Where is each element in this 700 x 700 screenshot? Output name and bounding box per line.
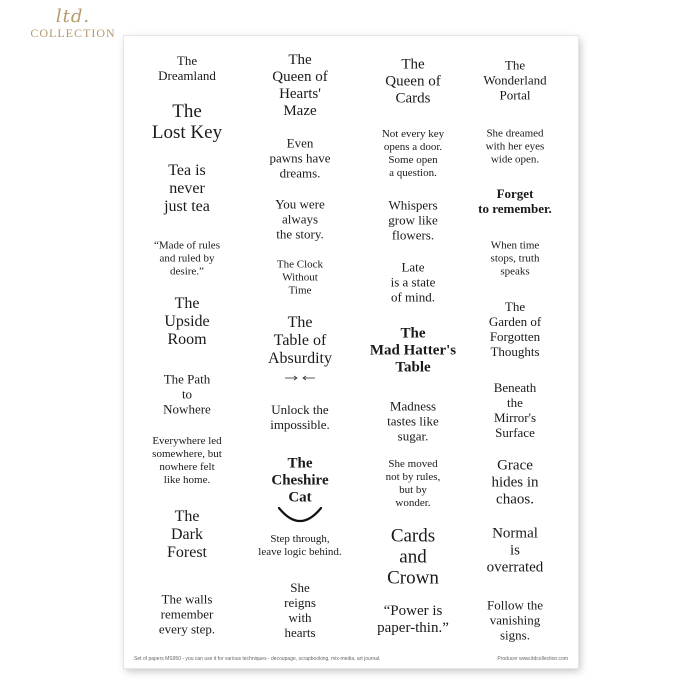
footer-description: Set of papers MS950 - you can use it for various techniques - decoupage, scrapbooking, mix-media, art journal.	[134, 656, 381, 662]
label-item: The Table of Absurdity	[268, 314, 332, 367]
label-item: “Power is paper-thin.”	[377, 603, 449, 636]
label-item: The Dark Forest	[167, 508, 207, 561]
label-item: Everywhere led somewhere, but nowhere felt like home.	[152, 435, 222, 486]
paper-sheet	[124, 36, 578, 668]
label-item: Forget to remember.	[478, 186, 552, 216]
footer-producer: Producer www.itdcollection.com	[497, 656, 568, 662]
label-item: She dreamed with her eyes wide open.	[485, 127, 545, 166]
label-item: She reigns with hearts	[284, 580, 316, 640]
label-item: The Dreamland	[158, 53, 216, 83]
label-item: Beneath the Mirror's Surface	[493, 380, 537, 440]
label-item: Grace hides in chaos.	[491, 457, 539, 508]
label-item: Tea is never just tea	[164, 162, 210, 215]
label-item: Follow the vanishing signs.	[487, 597, 543, 643]
logo-word: COLLECTION	[30, 26, 116, 40]
label-item: The Cheshire Cat	[271, 455, 329, 506]
logo-script: ltd.	[55, 6, 91, 27]
label-item: When time stops, truth speaks	[490, 239, 540, 278]
label-item: The Queen of Hearts' Maze	[272, 52, 328, 119]
label-item: The Lost Key	[151, 101, 223, 143]
label-item: Not every key opens a door. Some open a question.	[381, 128, 445, 179]
label-item: Cards and Crown	[387, 525, 439, 589]
label-item: The Mad Hatter's Table	[369, 325, 457, 376]
label-item: You were always the story.	[275, 196, 325, 242]
label-item: Even pawns have dreams.	[269, 135, 331, 181]
label-item: She moved not by rules, but by wonder.	[385, 458, 441, 509]
label-item: Unlock the impossible.	[270, 402, 330, 432]
label-item: “Made of rules and ruled by desire.”	[154, 239, 220, 278]
label-item: The Path to Nowhere	[163, 371, 211, 417]
label-item: The Queen of Cards	[385, 56, 441, 107]
arrow-decoration-icon	[283, 374, 317, 382]
label-item: The Clock Without Time	[276, 258, 324, 297]
label-item: The Garden of Forgotten Thoughts	[488, 299, 542, 359]
brand-logo	[14, 8, 132, 48]
label-item: The Wonderland Portal	[483, 57, 547, 103]
label-item: Late is a state of mind.	[390, 259, 436, 305]
label-item: Step through, leave logic behind.	[258, 533, 342, 558]
label-item: Madness tastes like sugar.	[387, 398, 439, 444]
label-item: Whispers grow like flowers.	[388, 197, 438, 243]
label-item: The walls remember every step.	[158, 591, 216, 637]
label-item: Normal is overrated	[486, 525, 544, 576]
cheshire-smile-icon	[275, 504, 325, 526]
label-item: The Upside Room	[164, 295, 210, 348]
